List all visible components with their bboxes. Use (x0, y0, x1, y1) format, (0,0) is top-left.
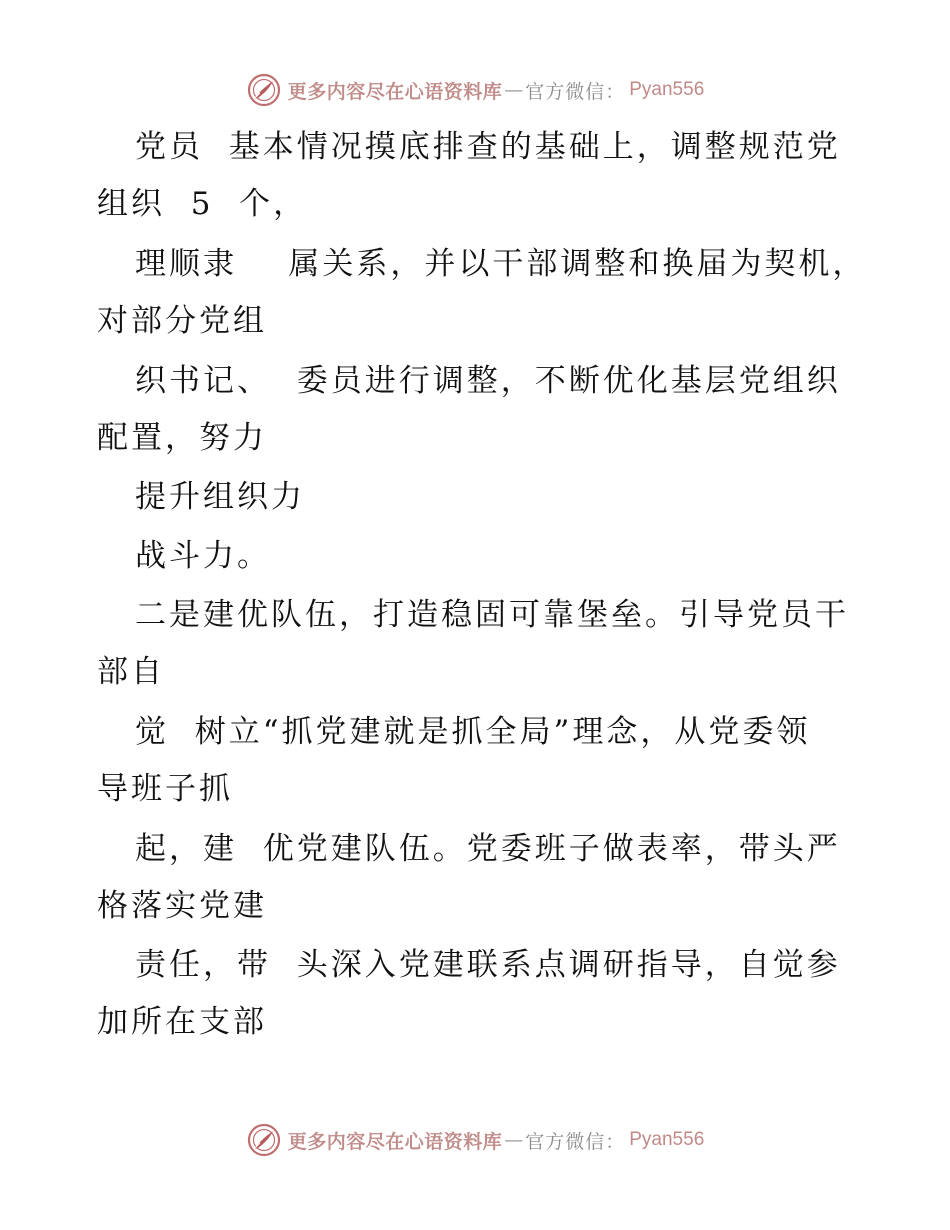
body-line: 理顺隶 属关系，并以干部调整和换届为契机， (135, 246, 867, 282)
quill-pen-logo-icon (246, 1122, 282, 1158)
body-line: 格落实党建 (97, 888, 267, 924)
body-line: 组织 5 个， (97, 186, 308, 222)
body-line: 加所在支部 (97, 1004, 267, 1040)
body-line: 部自 (97, 654, 165, 690)
body-line: 起，建 优党建队伍。党委班子做表率，带头严 (135, 831, 841, 867)
quill-pen-logo-icon (246, 72, 282, 108)
banner-dash: — (504, 1129, 524, 1151)
header-banner (0, 68, 950, 112)
banner-account: Pyan556 (629, 79, 705, 100)
body-line: 责任，带 头深入党建联系点调研指导，自觉参 (135, 947, 841, 983)
banner-dash: — (504, 79, 524, 101)
body-line: 织书记、 委员进行调整，不断优化基层党组织 (135, 363, 841, 399)
footer-banner (0, 1118, 950, 1162)
banner-official-label: 官方微信： (525, 1130, 626, 1153)
banner-site-name: 更多内容尽在心语资料库 (287, 80, 503, 103)
body-line: 战斗力。 (135, 538, 271, 574)
body-line: 导班子抓 (97, 771, 233, 807)
banner-official-label: 官方微信： (525, 80, 626, 103)
banner-site-name: 更多内容尽在心语资料库 (287, 1130, 503, 1153)
body-line: 配置，努力 (97, 420, 267, 456)
body-line: 提升组织力 (135, 479, 305, 515)
banner-account: Pyan556 (629, 1129, 705, 1150)
body-line: 觉 树立“抓党建就是抓全局”理念，从党委领 (135, 714, 811, 750)
body-line: 二是建优队伍，打造稳固可靠堡垒。引导党员干 (135, 597, 849, 633)
body-line: 对部分党组 (97, 303, 267, 339)
body-line: 党员 基本情况摸底排查的基础上，调整规范党 (135, 129, 841, 165)
